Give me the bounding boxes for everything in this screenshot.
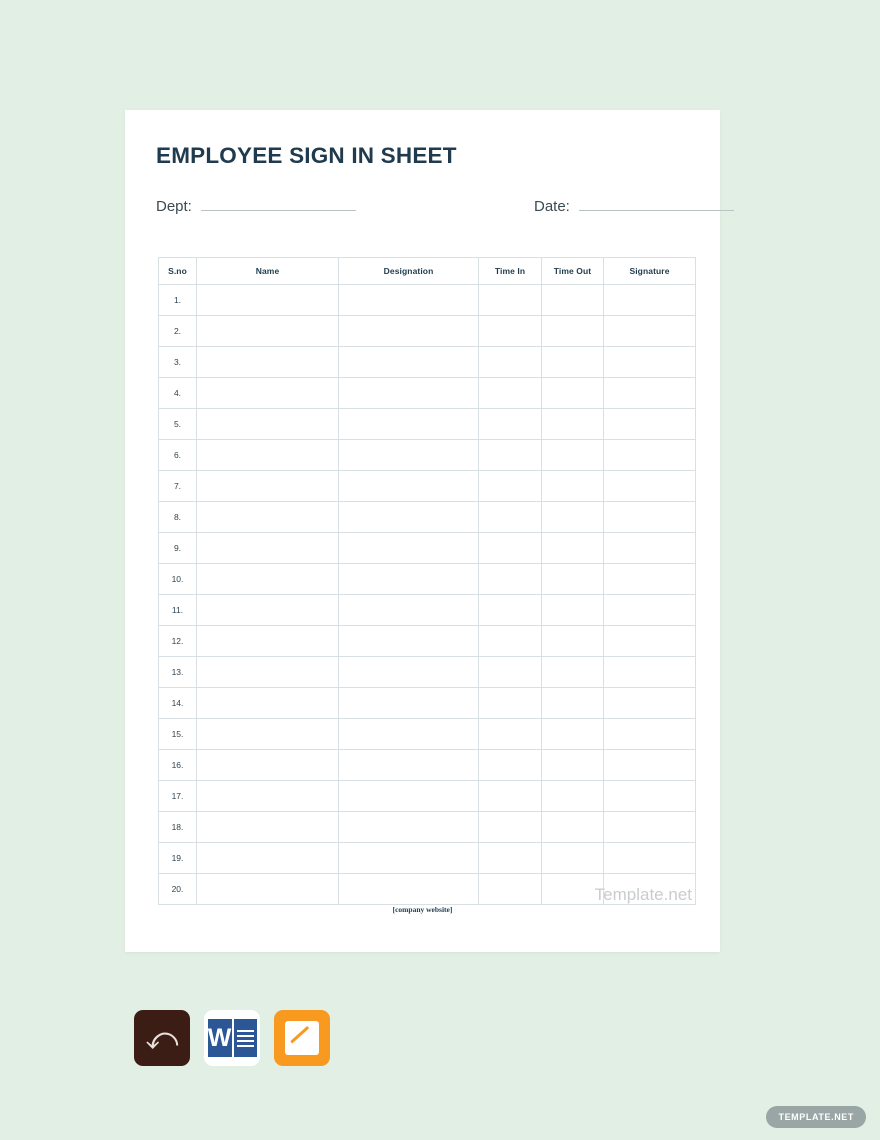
row-time-in-cell[interactable] (479, 285, 542, 316)
row-designation-cell[interactable] (339, 316, 479, 347)
row-time-in-cell[interactable] (479, 843, 542, 874)
row-time-out-cell[interactable] (542, 595, 604, 626)
row-time-in-cell[interactable] (479, 626, 542, 657)
row-designation-cell[interactable] (339, 874, 479, 905)
row-serial-number: 20. (159, 874, 197, 905)
table-header-row (159, 258, 696, 285)
row-signature-cell[interactable] (604, 533, 696, 564)
table-row (159, 533, 696, 564)
row-designation-cell[interactable] (339, 285, 479, 316)
form-fields (156, 198, 696, 226)
row-serial-number: 14. (159, 688, 197, 719)
row-time-in-cell[interactable] (479, 812, 542, 843)
row-name-cell[interactable] (197, 471, 339, 502)
row-designation-cell[interactable] (339, 502, 479, 533)
row-time-in-cell[interactable] (479, 750, 542, 781)
table-row (159, 409, 696, 440)
column-header-signature: Signature (604, 258, 696, 285)
row-name-cell[interactable] (197, 595, 339, 626)
row-designation-cell[interactable] (339, 564, 479, 595)
row-serial-number: 4. (159, 378, 197, 409)
row-designation-cell[interactable] (339, 657, 479, 688)
row-name-cell[interactable] (197, 874, 339, 905)
row-time-in-cell[interactable] (479, 347, 542, 378)
row-serial-number: 8. (159, 502, 197, 533)
word-letter-icon: W (208, 1019, 232, 1057)
table-row (159, 657, 696, 688)
row-time-in-cell[interactable] (479, 564, 542, 595)
row-designation-cell[interactable] (339, 843, 479, 874)
row-name-cell[interactable] (197, 285, 339, 316)
pages-file-icon[interactable] (274, 1010, 330, 1066)
row-signature-cell[interactable] (604, 688, 696, 719)
row-time-in-cell[interactable] (479, 471, 542, 502)
row-designation-cell[interactable] (339, 409, 479, 440)
row-time-out-cell[interactable] (542, 440, 604, 471)
row-time-out-cell[interactable] (542, 378, 604, 409)
row-time-in-cell[interactable] (479, 874, 542, 905)
row-serial-number: 1. (159, 285, 197, 316)
table-row (159, 564, 696, 595)
row-time-out-cell[interactable] (542, 347, 604, 378)
row-signature-cell[interactable] (604, 657, 696, 688)
row-signature-cell[interactable] (604, 564, 696, 595)
row-time-out-cell[interactable] (542, 409, 604, 440)
table-row (159, 502, 696, 533)
row-signature-cell[interactable] (604, 502, 696, 533)
row-time-out-cell[interactable] (542, 533, 604, 564)
row-time-in-cell[interactable] (479, 409, 542, 440)
row-signature-cell[interactable] (604, 750, 696, 781)
table-row (159, 316, 696, 347)
pdf-glyph-icon: ⤺ (145, 1020, 179, 1056)
row-name-cell[interactable] (197, 688, 339, 719)
row-name-cell[interactable] (197, 719, 339, 750)
row-signature-cell[interactable] (604, 347, 696, 378)
row-serial-number: 13. (159, 657, 197, 688)
table-row (159, 347, 696, 378)
date-field-line[interactable] (579, 209, 734, 211)
row-time-in-cell[interactable] (479, 657, 542, 688)
table-row (159, 595, 696, 626)
row-signature-cell[interactable] (604, 595, 696, 626)
row-designation-cell[interactable] (339, 347, 479, 378)
row-signature-cell[interactable] (604, 378, 696, 409)
row-name-cell[interactable] (197, 564, 339, 595)
company-website-note: [company website] (392, 905, 453, 914)
row-time-in-cell[interactable] (479, 378, 542, 409)
row-serial-number: 9. (159, 533, 197, 564)
row-designation-cell[interactable] (339, 812, 479, 843)
watermark: Template.net (594, 885, 692, 904)
brand-badge[interactable]: TEMPLATE.NET (766, 1106, 866, 1128)
page-title: EMPLOYEE SIGN IN SHEET (156, 143, 457, 168)
word-file-icon[interactable] (204, 1010, 260, 1066)
row-signature-cell[interactable] (604, 471, 696, 502)
row-time-in-cell[interactable] (479, 719, 542, 750)
table-row (159, 471, 696, 502)
row-signature-cell[interactable] (604, 285, 696, 316)
row-name-cell[interactable] (197, 626, 339, 657)
row-signature-cell[interactable] (604, 440, 696, 471)
column-header-name: Name (197, 258, 339, 285)
row-time-out-cell[interactable] (542, 657, 604, 688)
row-designation-cell[interactable] (339, 781, 479, 812)
row-name-cell[interactable] (197, 657, 339, 688)
row-serial-number: 15. (159, 719, 197, 750)
row-name-cell[interactable] (197, 440, 339, 471)
column-header-designation: Designation (339, 258, 479, 285)
row-time-in-cell[interactable] (479, 688, 542, 719)
row-name-cell[interactable] (197, 316, 339, 347)
row-time-out-cell[interactable] (542, 564, 604, 595)
row-signature-cell[interactable] (604, 316, 696, 347)
dept-field[interactable] (156, 198, 356, 215)
table-row (159, 843, 696, 874)
column-header-time-in: Time In (479, 258, 542, 285)
table-row (159, 378, 696, 409)
row-serial-number: 16. (159, 750, 197, 781)
row-designation-cell[interactable] (339, 719, 479, 750)
row-time-out-cell[interactable] (542, 626, 604, 657)
column-header-time-out: Time Out (542, 258, 604, 285)
row-designation-cell[interactable] (339, 595, 479, 626)
row-time-out-cell[interactable] (542, 502, 604, 533)
row-time-in-cell[interactable] (479, 316, 542, 347)
row-designation-cell[interactable] (339, 626, 479, 657)
row-time-out-cell[interactable] (542, 688, 604, 719)
row-time-out-cell[interactable] (542, 719, 604, 750)
row-serial-number: 5. (159, 409, 197, 440)
pages-pencil-icon (285, 1021, 319, 1055)
row-designation-cell[interactable] (339, 471, 479, 502)
row-designation-cell[interactable] (339, 440, 479, 471)
row-name-cell[interactable] (197, 502, 339, 533)
row-name-cell[interactable] (197, 781, 339, 812)
row-serial-number: 3. (159, 347, 197, 378)
row-time-out-cell[interactable] (542, 285, 604, 316)
row-serial-number: 6. (159, 440, 197, 471)
row-name-cell[interactable] (197, 812, 339, 843)
table-row (159, 285, 696, 316)
row-serial-number: 7. (159, 471, 197, 502)
row-designation-cell[interactable] (339, 688, 479, 719)
row-serial-number: 10. (159, 564, 197, 595)
table-row (159, 626, 696, 657)
dept-field-line[interactable] (201, 209, 356, 211)
column-header-sno: S.no (159, 258, 197, 285)
row-signature-cell[interactable] (604, 812, 696, 843)
row-name-cell[interactable] (197, 378, 339, 409)
row-serial-number: 2. (159, 316, 197, 347)
row-signature-cell[interactable] (604, 626, 696, 657)
row-serial-number: 11. (159, 595, 197, 626)
row-serial-number: 12. (159, 626, 197, 657)
row-name-cell[interactable] (197, 533, 339, 564)
row-time-in-cell[interactable] (479, 533, 542, 564)
row-signature-cell[interactable] (604, 781, 696, 812)
row-name-cell[interactable] (197, 409, 339, 440)
row-time-out-cell[interactable] (542, 781, 604, 812)
row-time-in-cell[interactable] (479, 502, 542, 533)
table-row (159, 440, 696, 471)
pdf-file-icon[interactable] (134, 1010, 190, 1066)
row-serial-number: 17. (159, 781, 197, 812)
row-time-out-cell[interactable] (542, 812, 604, 843)
row-signature-cell[interactable] (604, 719, 696, 750)
row-time-in-cell[interactable] (479, 781, 542, 812)
row-serial-number: 18. (159, 812, 197, 843)
word-glyph-icon (208, 1019, 257, 1057)
table-row (159, 781, 696, 812)
row-designation-cell[interactable] (339, 750, 479, 781)
table-row (159, 812, 696, 843)
row-time-out-cell[interactable] (542, 316, 604, 347)
row-signature-cell[interactable] (604, 409, 696, 440)
dept-field-label: Dept: (156, 198, 192, 215)
row-name-cell[interactable] (197, 750, 339, 781)
row-time-out-cell[interactable] (542, 750, 604, 781)
word-lines-icon (234, 1019, 257, 1057)
row-name-cell[interactable] (197, 347, 339, 378)
table-row (159, 750, 696, 781)
sign-in-table (158, 257, 696, 905)
file-format-list (134, 1010, 330, 1066)
table-row (159, 719, 696, 750)
table-row (159, 688, 696, 719)
document-page (125, 110, 720, 952)
date-field-label: Date: (534, 198, 570, 215)
row-signature-cell[interactable] (604, 843, 696, 874)
row-time-in-cell[interactable] (479, 595, 542, 626)
row-name-cell[interactable] (197, 843, 339, 874)
row-time-in-cell[interactable] (479, 440, 542, 471)
row-time-out-cell[interactable] (542, 843, 604, 874)
row-designation-cell[interactable] (339, 533, 479, 564)
row-time-out-cell[interactable] (542, 471, 604, 502)
row-designation-cell[interactable] (339, 378, 479, 409)
row-serial-number: 19. (159, 843, 197, 874)
date-field[interactable] (534, 198, 734, 215)
